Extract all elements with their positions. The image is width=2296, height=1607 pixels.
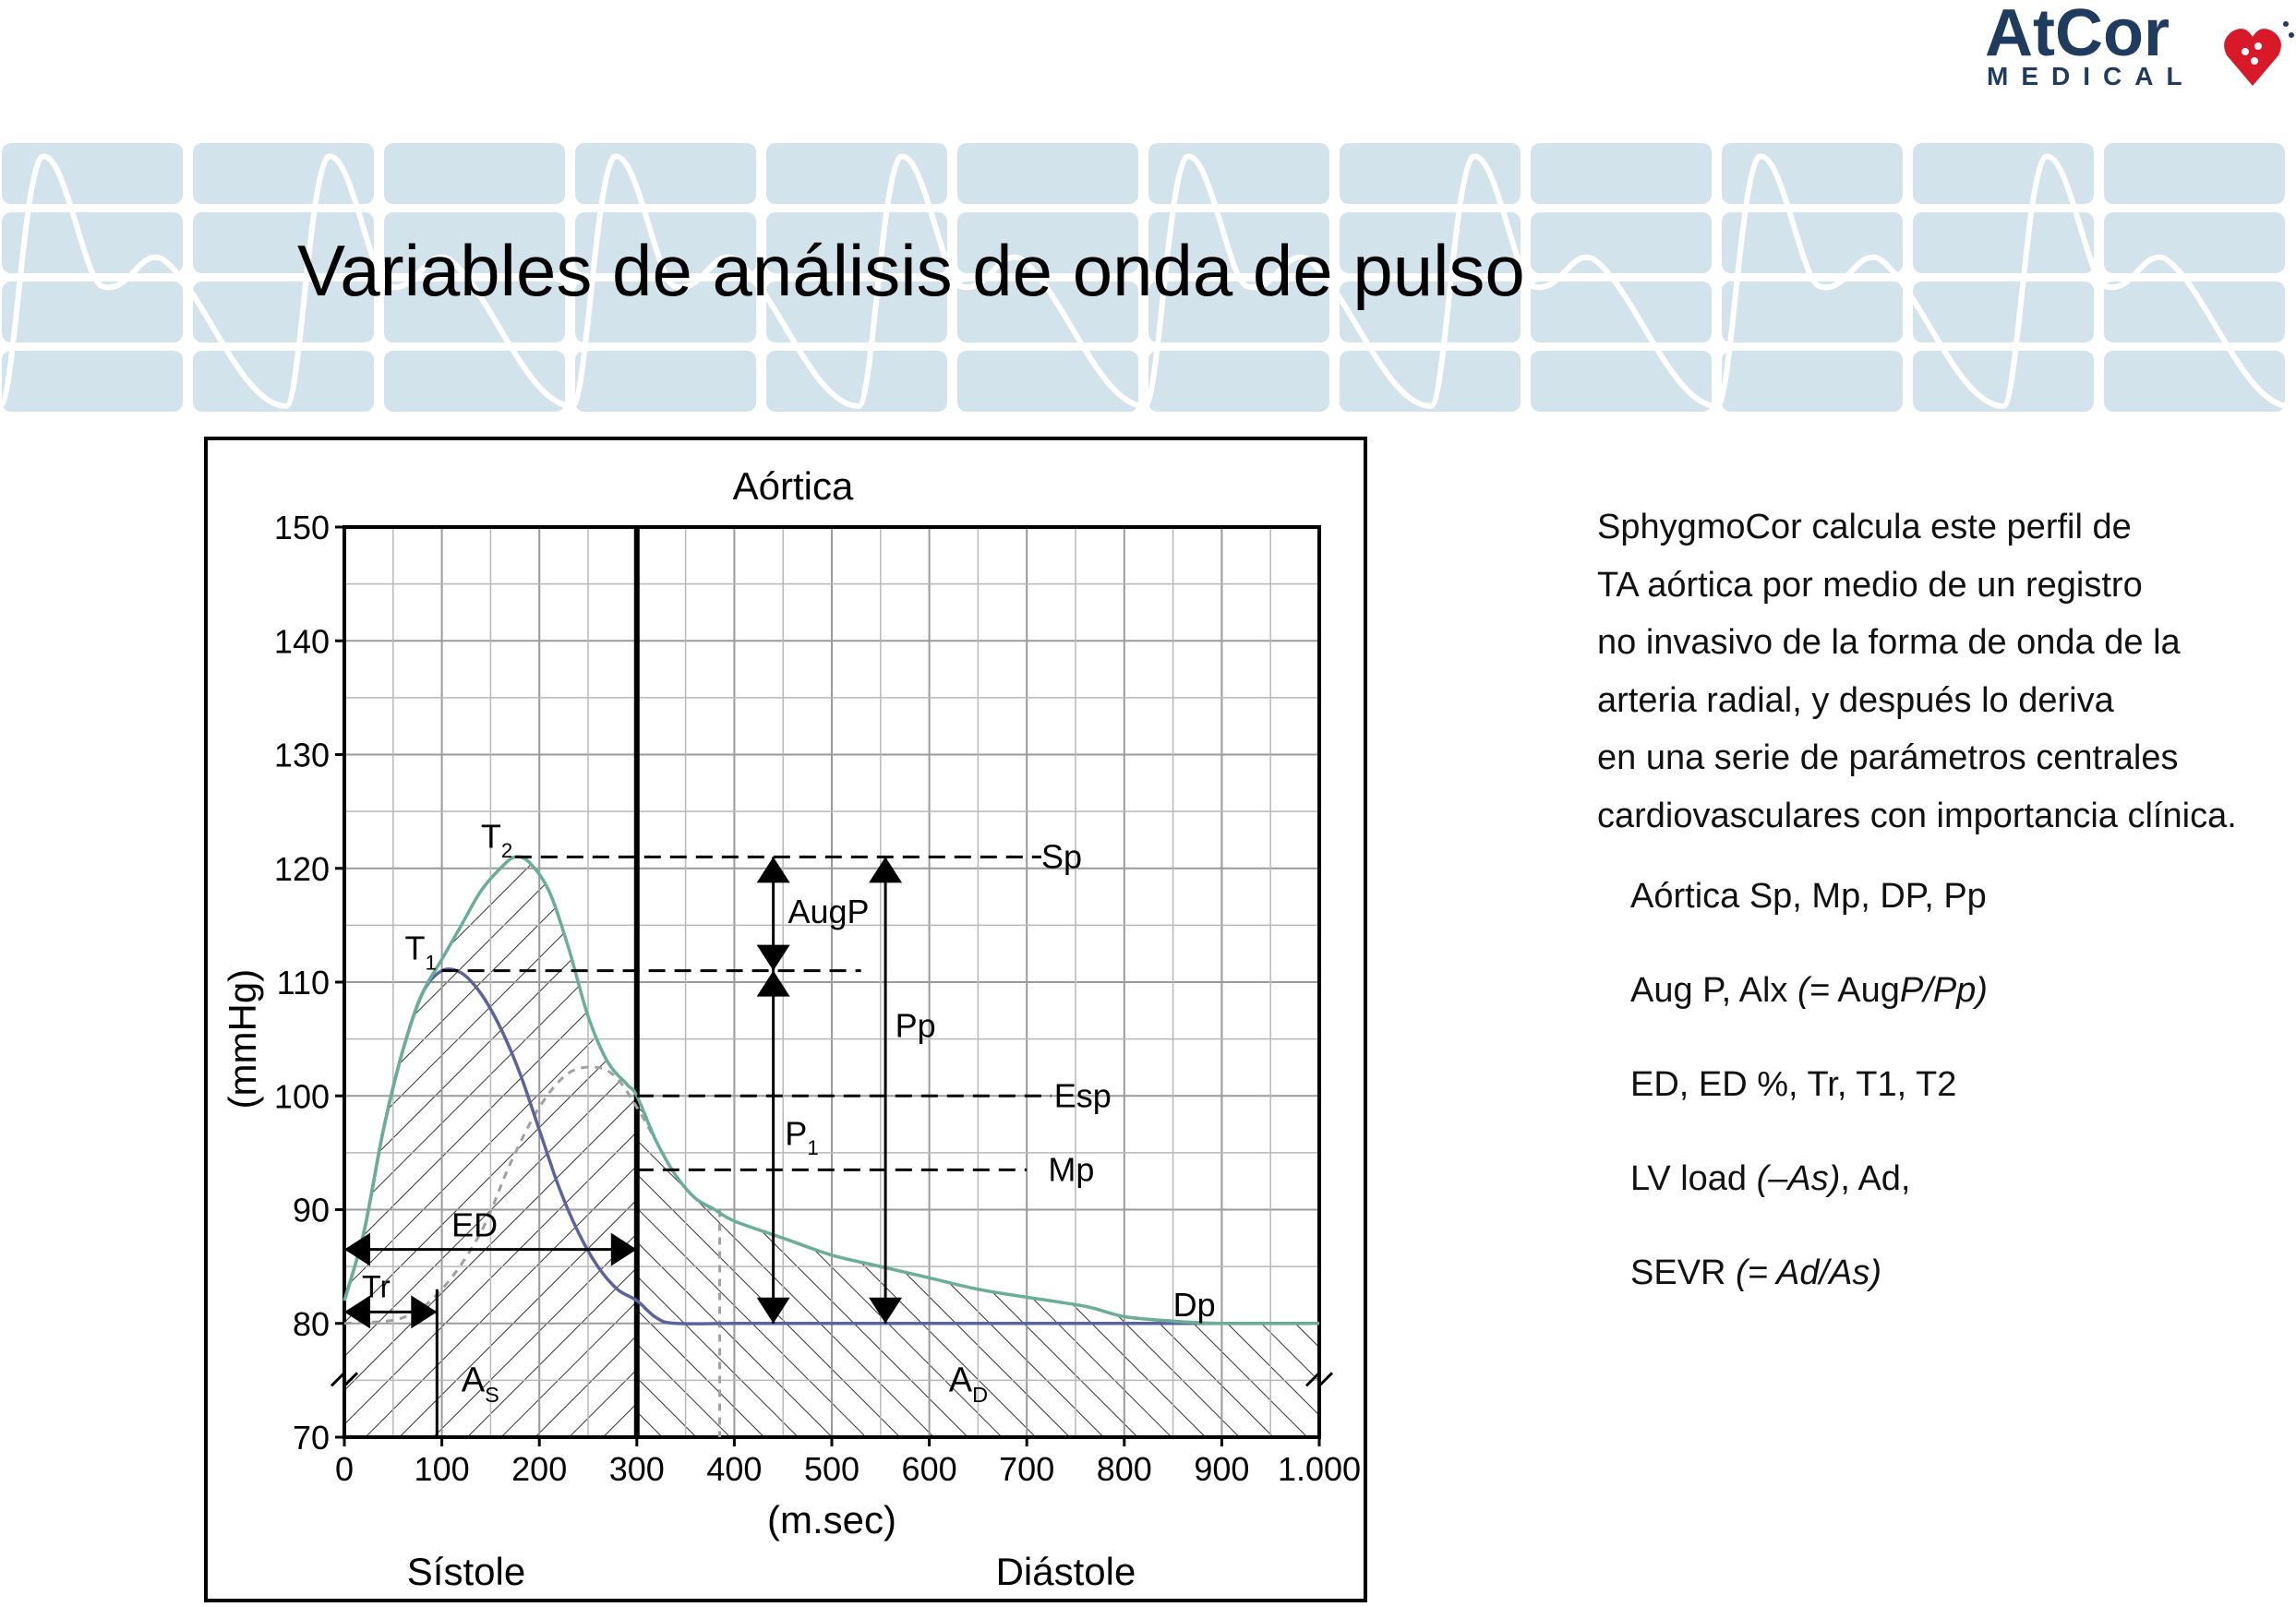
t1-label-text: T bbox=[404, 929, 426, 967]
diastole-label bbox=[996, 1550, 1136, 1593]
parameter-text: Aug bbox=[1829, 971, 1900, 1010]
parameter-text: SEVR bbox=[1630, 1253, 1737, 1292]
banner-tile bbox=[1531, 212, 1712, 273]
chart-frame bbox=[204, 437, 1367, 1602]
x-tick-label: 1.000 bbox=[1277, 1450, 1362, 1488]
y-tick-label: 100 bbox=[273, 1077, 330, 1116]
x-tick-label: 600 bbox=[901, 1450, 957, 1488]
banner-tile bbox=[575, 351, 756, 412]
parameter-text: ED, ED %, Tr, T1, T2 bbox=[1630, 1065, 1957, 1104]
x-axis-label-text: (m.sec) bbox=[767, 1498, 896, 1541]
dp-label-text: Dp bbox=[1172, 1285, 1216, 1324]
y-tick-label: 90 bbox=[292, 1191, 330, 1229]
y-tick-label: 140 bbox=[273, 622, 330, 661]
ed-label-text: ED bbox=[451, 1205, 499, 1244]
atcor-logo bbox=[1976, 0, 2296, 102]
banner-tile bbox=[957, 143, 1138, 204]
x-tick-label: 0 bbox=[334, 1450, 355, 1488]
banner-tile bbox=[2, 282, 183, 342]
parameter-item bbox=[1630, 1159, 1910, 1199]
x-tick-label: 100 bbox=[414, 1450, 470, 1488]
heart-icon bbox=[2224, 21, 2294, 86]
banner-tile bbox=[2, 351, 183, 412]
aortic-pressure-chart bbox=[208, 440, 1364, 1599]
banner-tile bbox=[1722, 282, 1903, 342]
y-tick-label: 80 bbox=[292, 1304, 330, 1343]
mp-label-text: Mp bbox=[1048, 1150, 1095, 1189]
arrow-head bbox=[869, 857, 902, 882]
systole-label-text: Sístole bbox=[406, 1550, 526, 1593]
mp-label bbox=[1048, 1150, 1094, 1188]
y-tick-label: 150 bbox=[273, 509, 330, 546]
description-line: en una serie de parámetros centrales bbox=[1597, 738, 2179, 777]
y-tick-label: 110 bbox=[276, 964, 330, 1001]
chart-title-text: Aórtica bbox=[732, 464, 854, 508]
description-line: no invasivo de la forma de onda de la bbox=[1597, 623, 2181, 662]
as-label-subscript: S bbox=[485, 1383, 499, 1408]
slide-title: Variables de análisis de onda de pulso bbox=[297, 230, 1525, 311]
banner-tile bbox=[766, 351, 947, 412]
x-tick-label: 800 bbox=[1096, 1450, 1152, 1488]
chart-title bbox=[733, 464, 854, 508]
esp-label-text: Esp bbox=[1053, 1076, 1112, 1115]
banner-tile bbox=[2104, 143, 2285, 204]
description-line: TA aórtica por medio de un registro bbox=[1597, 565, 2143, 605]
x-tick-label: 500 bbox=[803, 1450, 860, 1488]
parameter-item bbox=[1630, 1065, 1956, 1105]
ad-label-subscript: D bbox=[972, 1383, 989, 1408]
esp-label bbox=[1054, 1076, 1112, 1114]
banner-tile bbox=[1913, 143, 2094, 204]
description-line: cardiovasculares con importancia clínica. bbox=[1597, 796, 2237, 835]
y-tick-label: 70 bbox=[292, 1419, 330, 1457]
banner-tile bbox=[1531, 351, 1712, 412]
banner-tile bbox=[1913, 351, 2094, 412]
systole-label bbox=[407, 1550, 525, 1593]
banner-tile bbox=[2104, 212, 2285, 273]
p1-label-subscript: 1 bbox=[807, 1136, 819, 1160]
banner-tile bbox=[384, 143, 565, 204]
banner-tile bbox=[1531, 143, 1712, 204]
arrow-head bbox=[757, 857, 790, 882]
parameter-item bbox=[1630, 1253, 1881, 1293]
p1-label-text: P bbox=[785, 1114, 808, 1153]
diastole-label-text: Diástole bbox=[995, 1550, 1136, 1593]
banner-tile bbox=[2104, 351, 2285, 412]
t1-label bbox=[404, 929, 436, 975]
x-tick-label: 300 bbox=[608, 1450, 665, 1488]
parameter-text: , Ad, bbox=[1840, 1159, 1911, 1198]
logo-brand: AtCor bbox=[1985, 0, 2170, 70]
x-tick-label: 700 bbox=[999, 1450, 1055, 1488]
parameter-text: (= Ad/As) bbox=[1736, 1253, 1882, 1292]
banner-tile bbox=[1722, 351, 1903, 412]
x-tick-label: 400 bbox=[706, 1450, 763, 1488]
parameter-text: (–As) bbox=[1756, 1159, 1841, 1198]
augp-label-text: AugP bbox=[787, 893, 870, 931]
y-tick-label: 120 bbox=[273, 849, 330, 888]
y-axis-label: (mmHg) bbox=[221, 968, 264, 1109]
parameter-text: Aug P, Alx bbox=[1630, 971, 1797, 1010]
banner-tile bbox=[1722, 212, 1903, 273]
parameter-text: (= bbox=[1797, 971, 1830, 1010]
t1-label-subscript: 1 bbox=[425, 951, 437, 975]
logo-sub: MEDICAL bbox=[1987, 62, 2195, 90]
arrow-head bbox=[757, 971, 790, 997]
parameter-item bbox=[1630, 971, 1988, 1011]
dp-label bbox=[1173, 1286, 1216, 1324]
parameter-text: Aórtica Sp, Mp, DP, Pp bbox=[1630, 877, 1987, 916]
tr-label bbox=[362, 1269, 391, 1304]
sp-label bbox=[1041, 837, 1082, 875]
banner-tile bbox=[1913, 282, 2094, 342]
parameter-text: P/Pp) bbox=[1899, 971, 1988, 1010]
x-tick-label: 200 bbox=[511, 1450, 568, 1488]
banner-tile bbox=[1913, 212, 2094, 273]
t2-label bbox=[481, 817, 512, 862]
sp-label-text: Sp bbox=[1041, 837, 1083, 876]
description-line: SphygmoCor calcula este perfil de bbox=[1597, 508, 2132, 546]
description-line: arteria radial, y después lo deriva bbox=[1597, 680, 2114, 720]
pp-label-text: Pp bbox=[895, 1006, 936, 1045]
banner-tile bbox=[1340, 351, 1521, 412]
y-tick-label: 130 bbox=[273, 736, 330, 774]
arrow-head bbox=[757, 945, 790, 971]
banner-tile bbox=[1148, 351, 1329, 412]
banner-tile bbox=[1340, 143, 1521, 204]
description-text bbox=[1597, 498, 2290, 845]
parameter-item bbox=[1630, 877, 1987, 917]
x-tick-label: 900 bbox=[1194, 1450, 1250, 1488]
ad-label-text: A bbox=[948, 1361, 973, 1400]
pp-label bbox=[896, 1006, 936, 1044]
x-axis-label bbox=[767, 1498, 896, 1541]
tr-label-text: Tr bbox=[362, 1269, 391, 1305]
t2-label-subscript: 2 bbox=[500, 839, 513, 863]
t2-label-text: T bbox=[480, 817, 501, 856]
banner-tile bbox=[957, 351, 1138, 412]
augp-label bbox=[787, 893, 869, 930]
parameter-text: LV load bbox=[1630, 1159, 1757, 1198]
as-label-text: A bbox=[461, 1361, 486, 1400]
ed-label bbox=[451, 1206, 498, 1244]
banner-tile bbox=[193, 351, 374, 412]
